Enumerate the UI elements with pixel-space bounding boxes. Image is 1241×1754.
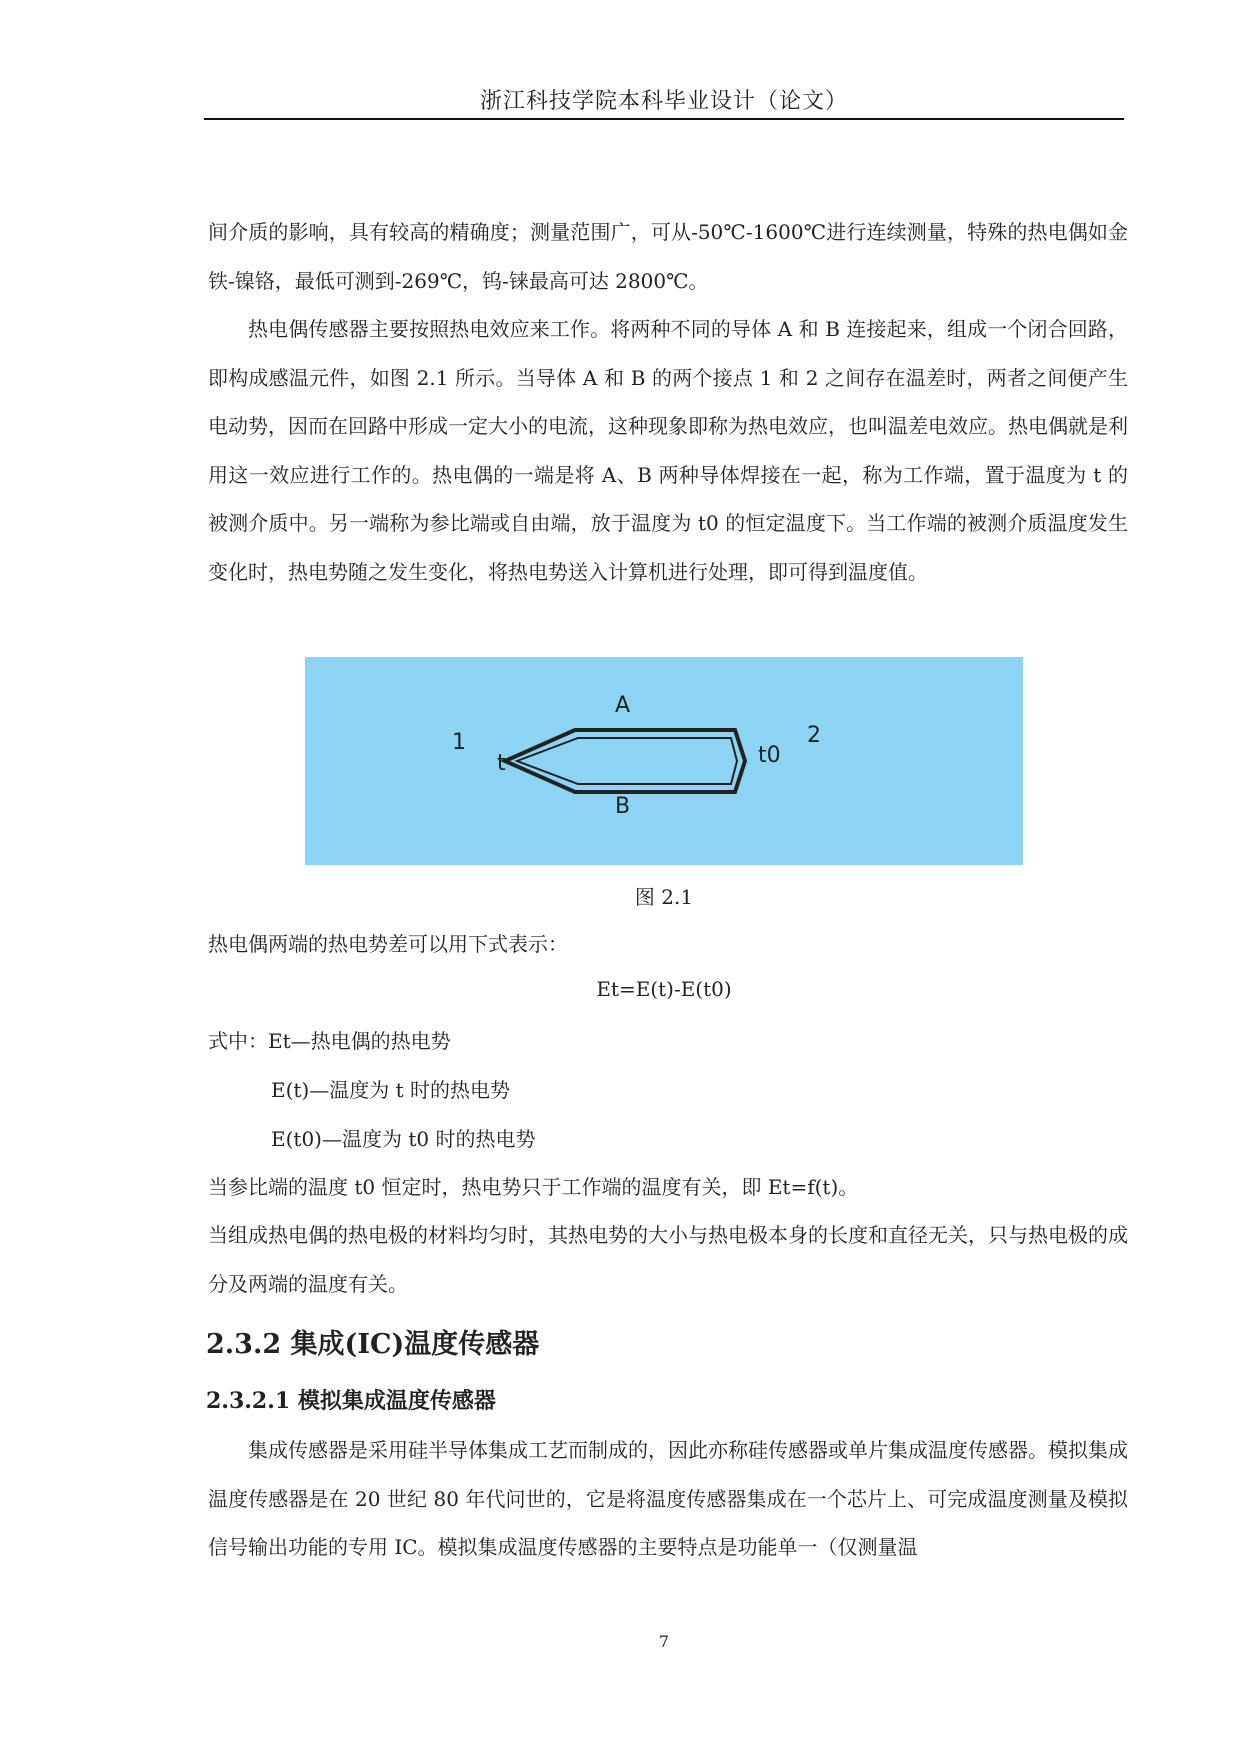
subsection-heading-analog-ic-sensor: 2.3.2.1 模拟集成温度传感器 <box>206 1388 496 1414</box>
paragraph-intro: 间介质的影响，具有较高的精确度；测量范围广，可从-50℃-1600℃进行连续测量，特殊的热电偶如金铁-镍铬，最低可测到-269℃，钨-铼最高可达 2800℃。 <box>208 220 1128 293</box>
formula-equation: Et=E(t)-E(t0) <box>596 977 732 1001</box>
formula-note-reference: 当参比端的温度 t0 恒定时，热电势只于工作端的温度有关，即 Et=f(t)。 <box>208 1175 859 1199</box>
thermocouple-loop-diagram <box>305 657 1023 865</box>
paragraph-thermocouple-principle: 热电偶传感器主要按照热电效应来工作。将两种不同的导体 A 和 B 连接起来，组成一个闭合回路，即构成感温元件，如图 2.1 所示。当导体 A 和 B 的两个接点 1 和 2 之间存在温差时，两者之间便产生电动势，因而在回路中形成一定大小的电流，这种现象即称为热电效应，也叫温差电效应。热电偶就是利用这一效应进行工作的。热电偶的一端是将 A、B 两种导体焊接在一起，称为工作端，置于温度为 t 的被测介质中。另一端称为参比端或自由端，放于温度为 t0 的恒定温度下。当工作端的被测介质温度发生变化时，热电势随之发生变化，将热电势送入计算机进行处理，即可得到温度值。 <box>208 317 1128 584</box>
header-rule <box>204 118 1124 120</box>
section-heading-ic-sensor: 2.3.2 集成(IC)温度传感器 <box>206 1329 540 1360</box>
page-header-title: 浙江科技学院本科毕业设计（论文） <box>479 89 848 114</box>
label-junction-2: 2 <box>807 723 821 748</box>
label-conductor-b: B <box>615 794 631 819</box>
thermocouple-figure <box>305 657 1023 865</box>
page-number: 7 <box>658 1632 670 1651</box>
conductor-loop-inner <box>517 738 737 784</box>
formula-intro: 热电偶两端的热电势差可以用下式表示： <box>208 932 568 956</box>
label-junction-1: 1 <box>452 730 466 755</box>
formula-def-e-t: E(t)—温度为 t 时的热电势 <box>271 1078 510 1102</box>
paragraph-analog-ic-sensor: 集成传感器是采用硅半导体集成工艺而制成的，因此亦称硅传感器或单片集成温度传感器。模拟集成温度传感器是在 20 世纪 80 年代问世的，它是将温度传感器集成在一个芯片上、可完成温度测量及模拟信号输出功能的专用 IC。模拟集成温度传感器的主要特点是功能单一（仅测量温 <box>208 1438 1128 1559</box>
formula-def-et: 式中：Et—热电偶的热电势 <box>208 1029 451 1053</box>
formula-note-material: 当组成热电偶的热电极的材料均匀时，其热电势的大小与热电极本身的长度和直径无关，只与热电极的成分及两端的温度有关。 <box>208 1223 1128 1296</box>
figure-caption: 图 2.1 <box>634 885 694 909</box>
label-conductor-a: A <box>615 693 631 718</box>
label-temp-t: t <box>497 751 506 776</box>
formula-def-e-t0: E(t0)—温度为 t0 时的热电势 <box>271 1127 536 1151</box>
conductor-loop-outer <box>505 730 745 792</box>
label-temp-t0: t0 <box>758 743 781 768</box>
